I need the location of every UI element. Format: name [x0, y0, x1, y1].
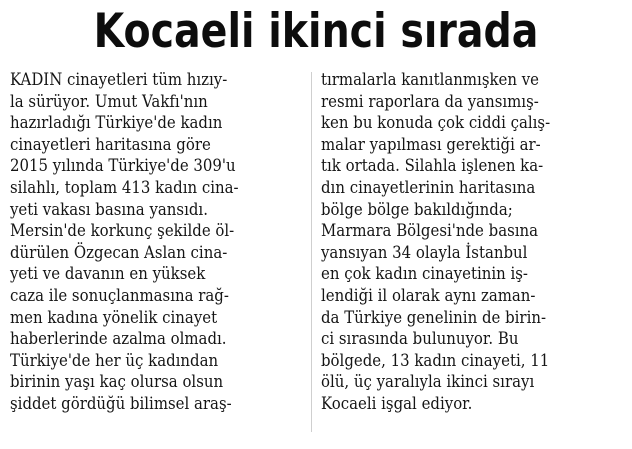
text-line: bölge bölge bakıldığında; [321, 199, 513, 219]
text-line: yansıyan 34 olayla İstanbul [321, 242, 528, 262]
text-line: Marmara Bölgesi'nde basına [321, 221, 539, 241]
text-line: birinin yaşı kaç olursa olsun [10, 372, 224, 392]
text-line: tırmalarla kanıtlanmışken ve [321, 70, 540, 89]
text-line: da Türkiye genelinin de birin- [321, 307, 547, 327]
text-line: la sürüyor. Umut Vakfı'nın [10, 91, 208, 111]
text-line: Kocaeli işgal ediyor. [321, 393, 473, 413]
text-line: 2015 yılında Türkiye'de 309'u [10, 156, 236, 176]
text-line: yeti vakası basına yansıdı. [10, 199, 208, 219]
text-line: lendiği il olarak aynı zaman- [321, 285, 536, 305]
text-line: tık ortada. Silahla işlenen ka- [321, 156, 544, 176]
text-line: silahlı, toplam 413 kadın cina- [10, 177, 239, 197]
text-line: ölü, üç yaralıyla ikinci sırayı [321, 372, 535, 392]
text-line: caza ile sonuçlanmasına rağ- [10, 285, 229, 305]
text-line: en çok kadın cinayetinin iş- [321, 264, 528, 284]
article-column-right [321, 69, 550, 415]
text-line: şiddet gördüğü bilimsel araş- [10, 393, 232, 413]
text-line: bölgede, 13 kadın cinayeti, 11 [321, 350, 550, 370]
article-headline: Kocaeli ikinci sırada [93, 4, 539, 59]
text-line: Mersin'de korkunç şekilde öl- [10, 221, 235, 241]
text-line: haberlerinde azalma olmadı. [10, 329, 227, 349]
text-line: resmi raporlara da yansımış- [321, 91, 539, 111]
text-line: ci sırasında bulunuyor. Bu [321, 329, 519, 349]
text-line: Türkiye'de her üç kadından [10, 350, 219, 370]
text-line: malar yapılması gerektiği ar- [321, 134, 541, 154]
text-line: dın cinayetlerinin haritasına [321, 177, 536, 197]
text-line: hazırladığı Türkiye'de kadın [10, 113, 223, 133]
text-line: ken bu konuda çok ciddi çalış- [321, 113, 551, 133]
text-line: KADIN cinayetleri tüm hızıy- [10, 70, 228, 89]
column-divider [311, 72, 312, 432]
text-line: yeti ve davanın en yüksek [10, 264, 206, 284]
text-line: men kadına yönelik cinayet [10, 307, 218, 327]
text-line: cinayetleri haritasına göre [10, 134, 211, 154]
text-line: dürülen Özgecan Aslan cina- [10, 242, 228, 262]
article-column-left [10, 69, 239, 415]
